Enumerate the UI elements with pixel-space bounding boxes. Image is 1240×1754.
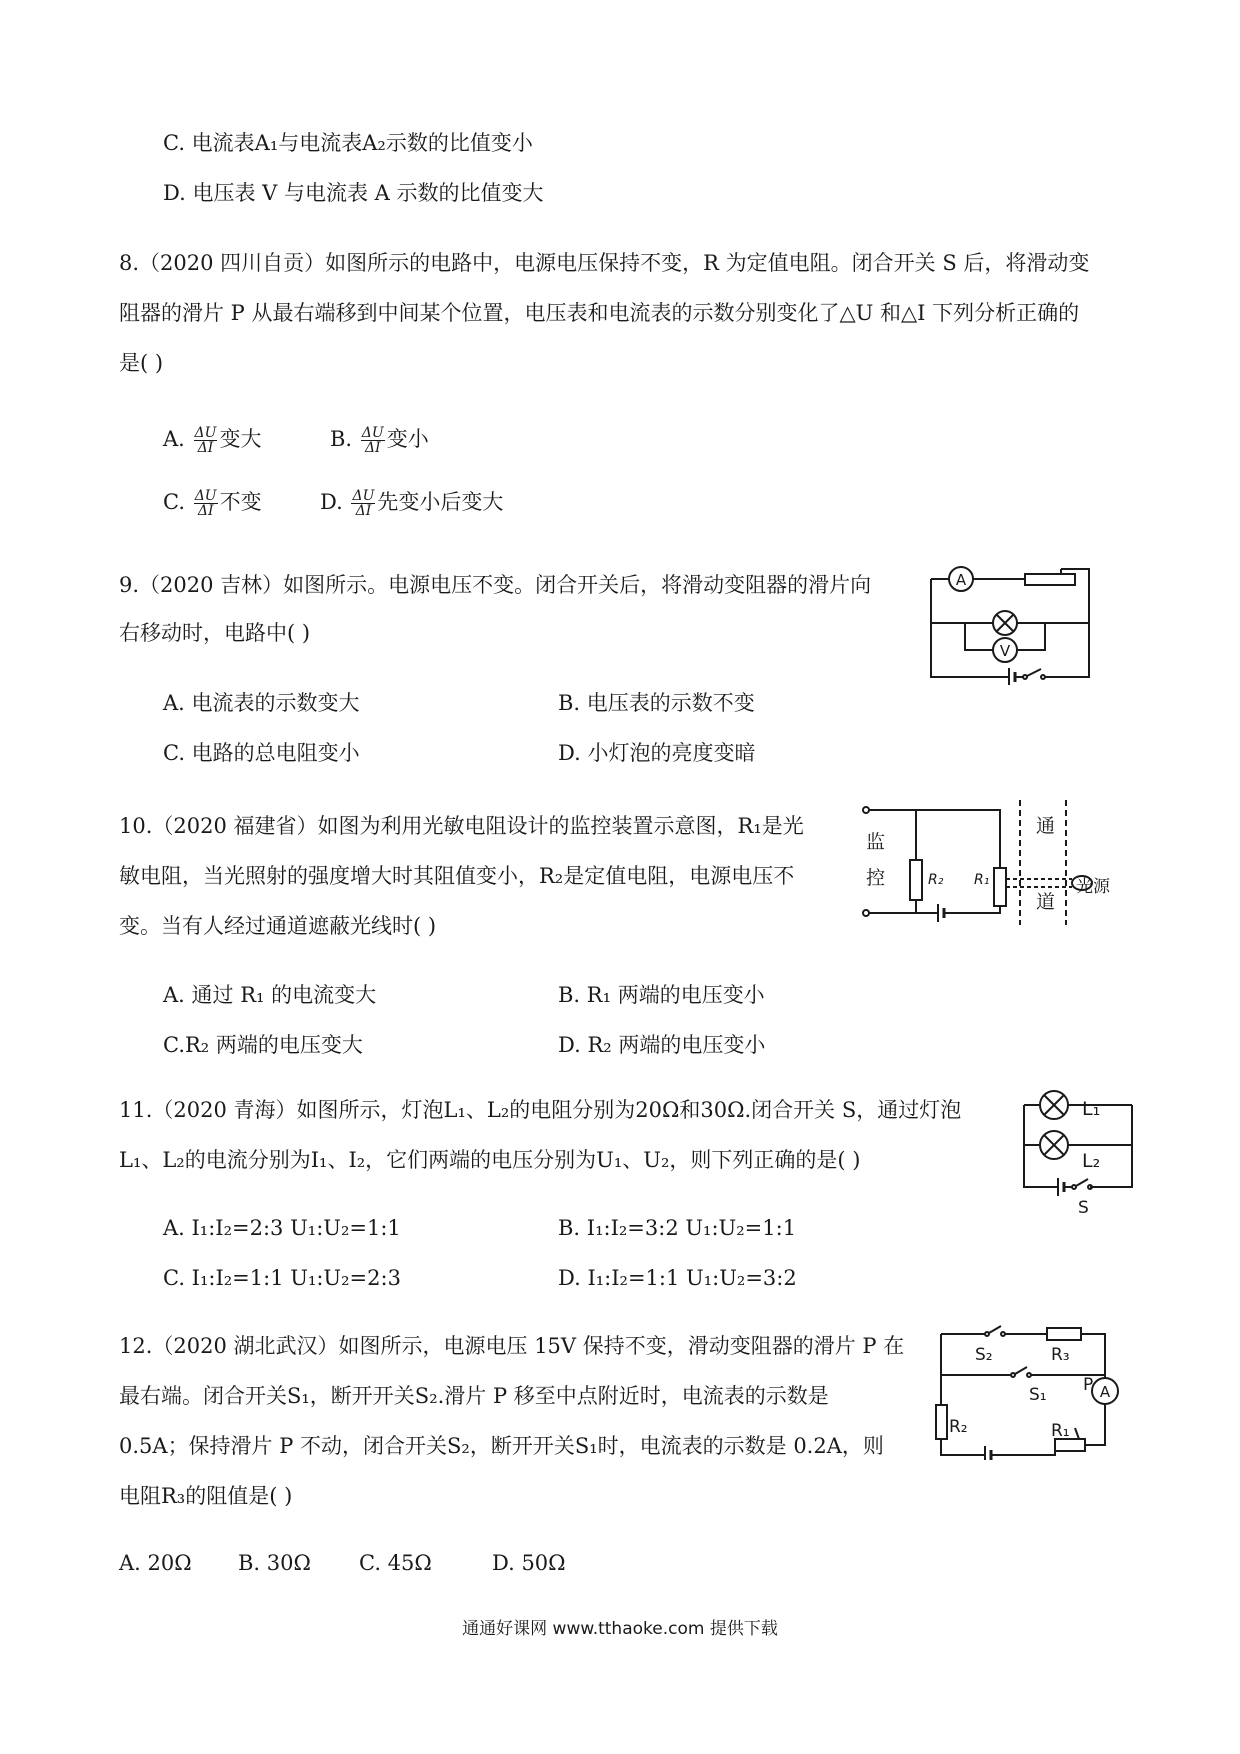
q8-stem-line1: 8.（2020 四川自贡）如图所示的电路中，电源电压保持不变，R 为定值电阻。闭合开关 S 后，将滑动变 — [119, 251, 1090, 275]
q7-option-c: C. 电流表A₁与电流表A₂示数的比值变小 — [163, 131, 533, 155]
q12-stem-line2: 最右端。闭合开关S₁，断开开关S₂.滑片 P 移至中点附近时，电流表的示数是 — [119, 1384, 829, 1408]
s1-label: S₁ — [1029, 1385, 1047, 1405]
q9-option-b: B. 电压表的示数不变 — [558, 691, 755, 715]
switch-s-label: S — [1078, 1198, 1089, 1218]
channel-label-2: 道 — [1036, 891, 1056, 913]
channel-label-1: 通 — [1036, 815, 1056, 837]
q8-option-a — [163, 424, 261, 455]
fraction-du-di: $\frac{\Delta U}{\Delta I}$ — [194, 425, 217, 456]
voltmeter-label: V — [999, 642, 1011, 660]
r2-label: R₂ — [928, 872, 944, 888]
q9-option-d: D. 小灯泡的亮度变暗 — [558, 741, 756, 765]
q9-circuit-diagram — [925, 565, 1095, 685]
q10-option-d: D. R₂ 两端的电压变小 — [558, 1033, 766, 1057]
q11-option-c: C. I₁:I₂=1:1 U₁:U₂=2:3 — [163, 1266, 401, 1290]
option-letter: A. — [163, 427, 185, 451]
option-text: 先变小后变大 — [377, 490, 504, 514]
q9-stem-line2: 右移动时，电路中( ) — [119, 621, 311, 645]
q8-option-c — [163, 487, 262, 518]
s2-label: S₂ — [975, 1345, 993, 1365]
q11-option-d: D. I₁:I₂=1:1 U₁:U₂=3:2 — [558, 1266, 797, 1290]
q8-stem-line3: 是( ) — [119, 351, 164, 375]
q11-option-a: A. I₁:I₂=2:3 U₁:U₂=1:1 — [163, 1216, 401, 1240]
q8-option-b — [330, 424, 429, 455]
option-text: 变大 — [219, 427, 262, 451]
q12-option-a: A. 20Ω — [119, 1551, 192, 1575]
q10-stem-line3: 变。当有人经过通道遮蔽光线时( ) — [119, 914, 437, 938]
q8-stem-line2: 阻器的滑片 P 从最右端移到中间某个位置，电压表和电流表的示数分别变化了△U 和△I 下列分析正确的 — [119, 301, 1080, 325]
q12-stem-line4: 电阻R₃的阻值是( ) — [119, 1484, 293, 1508]
option-letter: D. — [320, 490, 343, 514]
monitor-label-1: 监 — [866, 831, 886, 853]
q12-stem-line3: 0.5A；保持滑片 P 不动，闭合开关S₂，断开开关S₁时，电流表的示数是 0.2A，则 — [119, 1434, 884, 1458]
q10-monitor-diagram — [860, 800, 1130, 925]
r1-label: R₁ — [1051, 1421, 1070, 1441]
page-footer: 通通好课网 www.tthaoke.com 提供下载 — [462, 1619, 778, 1639]
q9-option-a: A. 电流表的示数变大 — [163, 691, 360, 715]
q11-circuit-diagram — [1020, 1085, 1140, 1220]
l1-label: L₁ — [1082, 1098, 1101, 1120]
fraction-du-di: $\frac{\Delta U}{\Delta I}$ — [361, 425, 384, 456]
r1-label: R₁ — [974, 872, 990, 888]
q9-stem-line1: 9.（2020 吉林）如图所示。电源电压不变。闭合开关后，将滑动变阻器的滑片向 — [119, 573, 872, 597]
slider-p-label: P — [1083, 1375, 1094, 1395]
q10-stem-line1: 10.（2020 福建省）如图为利用光敏电阻设计的监控装置示意图，R₁是光 — [119, 814, 804, 838]
ammeter-label: A — [955, 571, 967, 589]
q8-option-d — [320, 487, 503, 518]
q9-option-c: C. 电路的总电阻变小 — [163, 741, 360, 765]
q10-option-c: C.R₂ 两端的电压变大 — [163, 1033, 363, 1057]
q12-option-b: B. 30Ω — [238, 1551, 311, 1575]
fraction-du-di: $\frac{\Delta U}{\Delta I}$ — [352, 488, 375, 519]
r3-label: R₃ — [1051, 1345, 1070, 1365]
q7-option-d: D. 电压表 V 与电流表 A 示数的比值变大 — [163, 181, 544, 205]
q12-option-d: D. 50Ω — [492, 1551, 566, 1575]
monitor-label-2: 控 — [866, 867, 886, 889]
light-source-label: 光源 — [1076, 877, 1110, 897]
option-letter: C. — [163, 490, 185, 514]
q11-option-b: B. I₁:I₂=3:2 U₁:U₂=1:1 — [558, 1216, 797, 1240]
q10-stem-line2: 敏电阻，当光照射的强度增大时其阻值变小，R₂是定值电阻，电源电压不 — [119, 864, 795, 888]
ammeter-label: A — [1099, 1383, 1111, 1401]
q12-circuit-diagram — [935, 1320, 1125, 1460]
option-text: 变小 — [386, 427, 429, 451]
q10-option-b: B. R₁ 两端的电压变小 — [558, 983, 765, 1007]
l2-label: L₂ — [1082, 1150, 1101, 1172]
r2-label: R₂ — [949, 1417, 968, 1437]
q12-option-c: C. 45Ω — [359, 1551, 432, 1575]
q10-option-a: A. 通过 R₁ 的电流变大 — [163, 983, 377, 1007]
option-letter: B. — [330, 427, 353, 451]
q11-stem-line1: 11.（2020 青海）如图所示，灯泡L₁、L₂的电阻分别为20Ω和30Ω.闭合开关 S，通过灯泡 — [119, 1098, 962, 1122]
q11-stem-line2: L₁、L₂的电流分别为I₁、I₂，它们两端的电压分别为U₁、U₂，则下列正确的是( ) — [119, 1148, 861, 1172]
option-text: 不变 — [219, 490, 262, 514]
fraction-du-di: $\frac{\Delta U}{\Delta I}$ — [194, 488, 217, 519]
q12-stem-line1: 12.（2020 湖北武汉）如图所示，电源电压 15V 保持不变，滑动变阻器的滑片 P 在 — [119, 1334, 905, 1358]
